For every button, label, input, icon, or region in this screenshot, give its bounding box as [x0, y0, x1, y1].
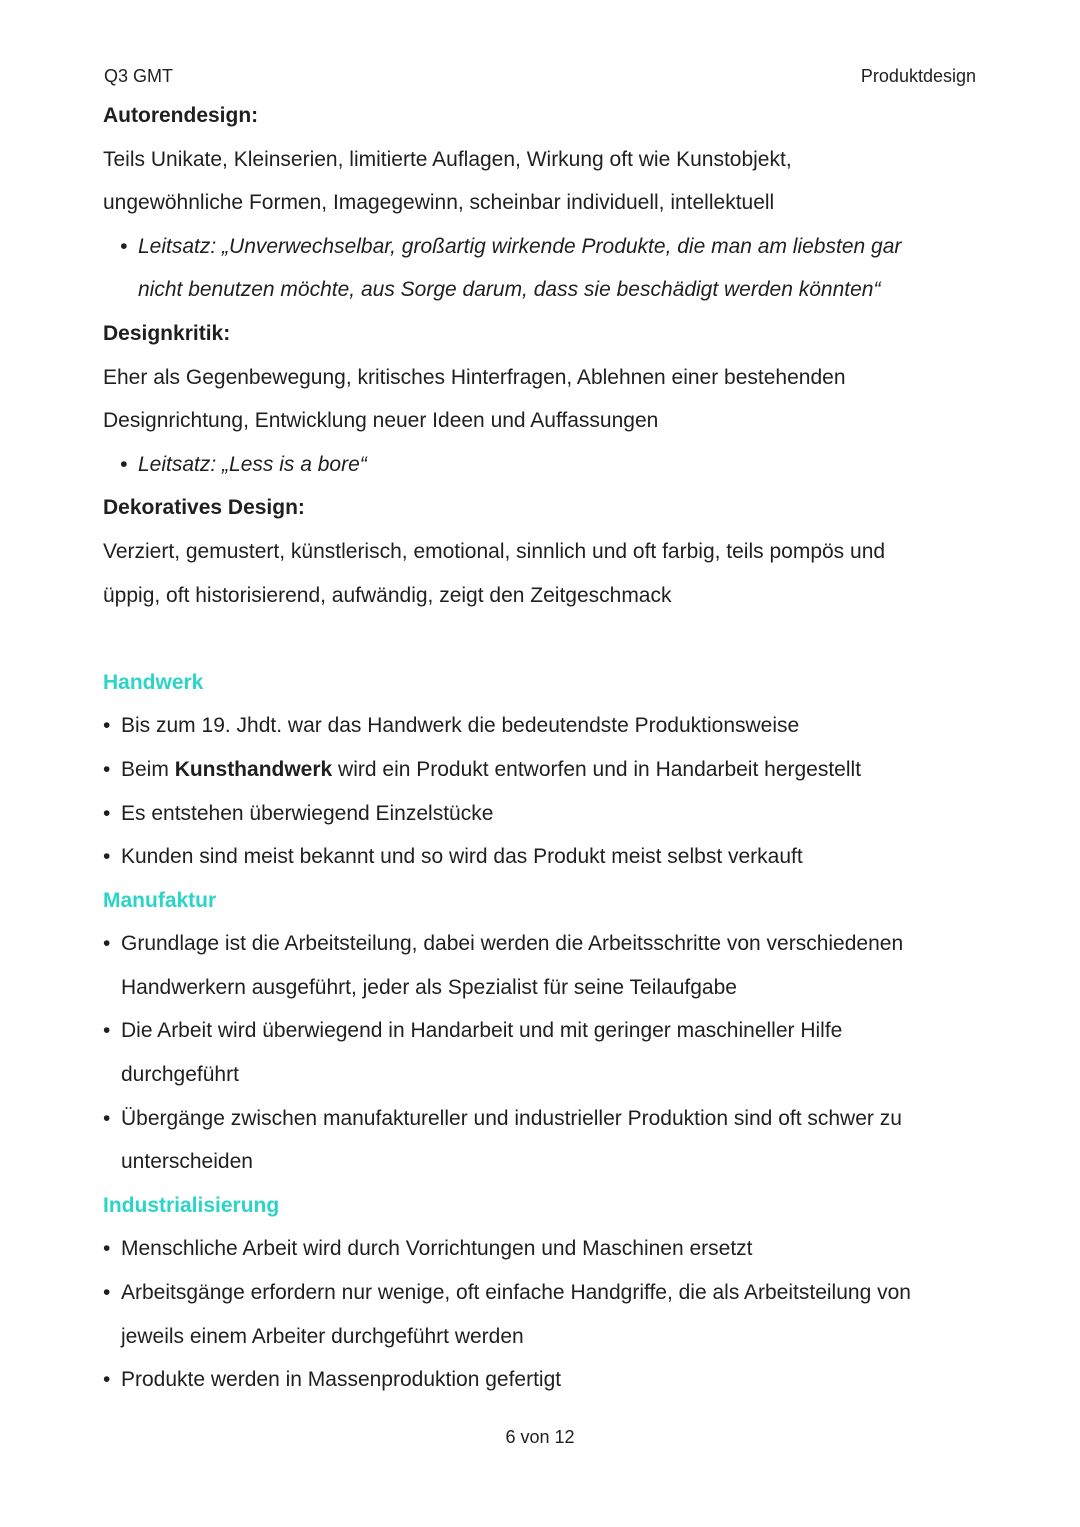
list-item [103, 1227, 973, 1271]
autorendesign-heading: Autorendesign: [103, 104, 259, 127]
bullet-icon: • [103, 1281, 111, 1305]
industrialisierung-heading: Industrialisierung [103, 1193, 280, 1217]
manufaktur-bullet-3-cont: unterscheiden [121, 1150, 253, 1174]
handwerk-bullet-2-post: wird ein Produkt entworfen und in Handarbeit hergestellt [332, 757, 862, 781]
bullet-icon: • [103, 801, 111, 825]
autorendesign-text-1: Teils Unikate, Kleinserien, limitierte Auflagen, Wirkung oft wie Kunstobjekt, [103, 147, 792, 171]
industrialisierung-bullet-2-cont: jeweils einem Arbeiter durchgeführt werden [121, 1324, 524, 1348]
bullet-icon: • [103, 1368, 111, 1392]
industrialisierung-bullet-3: Produkte werden in Massenproduktion gefertigt [121, 1368, 562, 1392]
section-spacer [103, 617, 973, 661]
designkritik-leitsatz [103, 443, 973, 487]
autorendesign-leitsatz-2: nicht benutzen möchte, aus Sorge darum, dass sie beschädigt werden könnten“ [138, 278, 881, 302]
bullet-icon: • [103, 1237, 111, 1261]
manufaktur-bullet-2: Die Arbeit wird überwiegend in Handarbeit und mit geringer maschineller Hilfe [121, 1019, 843, 1043]
handwerk-bullet-4: Kunden sind meist bekannt und so wird das Produkt meist selbst verkauft [121, 845, 803, 869]
manufaktur-heading: Manufaktur [103, 888, 217, 912]
bullet-icon: • [120, 452, 128, 476]
bullet-icon: • [103, 845, 111, 869]
list-item [103, 1271, 973, 1315]
list-item [103, 1358, 973, 1402]
bullet-icon: • [103, 714, 111, 738]
list-item [103, 922, 973, 966]
manufaktur-bullet-1-cont: Handwerkern ausgeführt, jeder als Spezialist für seine Teilaufgabe [121, 975, 737, 999]
autorendesign-leitsatz-1: Leitsatz: „Unverwechselbar, großartig wirkende Produkte, die man am liebsten gar [138, 234, 902, 258]
designkritik-text-1: Eher als Gegenbewegung, kritisches Hinterfragen, Ablehnen einer bestehenden [103, 365, 846, 389]
list-item [103, 792, 973, 836]
manufaktur-bullet-1: Grundlage ist die Arbeitsteilung, dabei werden die Arbeitsschritte von verschiedenen [121, 932, 904, 956]
industrialisierung-bullet-1: Menschliche Arbeit wird durch Vorrichtungen und Maschinen ersetzt [121, 1237, 753, 1261]
header-course: Q3 GMT [104, 66, 174, 86]
dekorativ-heading: Dekoratives Design: [103, 496, 305, 520]
industrialisierung-bullet-2: Arbeitsgänge erfordern nur wenige, oft einfache Handgriffe, die als Arbeitsteilung von [121, 1281, 911, 1305]
list-item [103, 835, 973, 879]
designkritik-heading: Designkritik: [103, 321, 231, 345]
handwerk-heading: Handwerk [103, 670, 204, 694]
handwerk-bullet-2-bold: Kunsthandwerk [174, 757, 333, 781]
page-number: 6 von 12 [505, 1427, 575, 1447]
bullet-icon: • [120, 234, 128, 258]
bullet-icon: • [103, 757, 111, 781]
dekorativ-text-1: Verziert, gemustert, künstlerisch, emotional, sinnlich und oft farbig, teils pompös und [103, 539, 886, 563]
handwerk-bullet-1: Bis zum 19. Jhdt. war das Handwerk die bedeutendste Produktionsweise [121, 714, 800, 738]
manufaktur-bullet-2-cont: durchgeführt [121, 1063, 239, 1087]
dekorativ-text-2: üppig, oft historisierend, aufwändig, zeigt den Zeitgeschmack [103, 583, 672, 607]
header-subject: Produktdesign [860, 66, 976, 86]
handwerk-bullet-3: Es entstehen überwiegend Einzelstücke [121, 801, 494, 825]
bullet-icon: • [103, 1106, 111, 1130]
list-item [103, 1009, 973, 1053]
page-content [103, 94, 973, 1402]
list-item [103, 748, 973, 792]
designkritik-text-2: Designrichtung, Entwicklung neuer Ideen und Auffassungen [103, 409, 659, 433]
bullet-icon: • [103, 932, 111, 956]
handwerk-bullet-2-pre: Beim [121, 757, 175, 781]
autorendesign-leitsatz [103, 225, 973, 269]
designkritik-leitsatz-text: Leitsatz: „Less is a bore“ [138, 452, 367, 476]
list-item [103, 704, 973, 748]
autorendesign-text-2: ungewöhnliche Formen, Imagegewinn, scheinbar individuell, intellektuell [103, 191, 775, 215]
list-item [103, 1097, 973, 1141]
manufaktur-bullet-3: Übergänge zwischen manufaktureller und industrieller Produktion sind oft schwer zu [121, 1106, 902, 1130]
bullet-icon: • [103, 1019, 111, 1043]
